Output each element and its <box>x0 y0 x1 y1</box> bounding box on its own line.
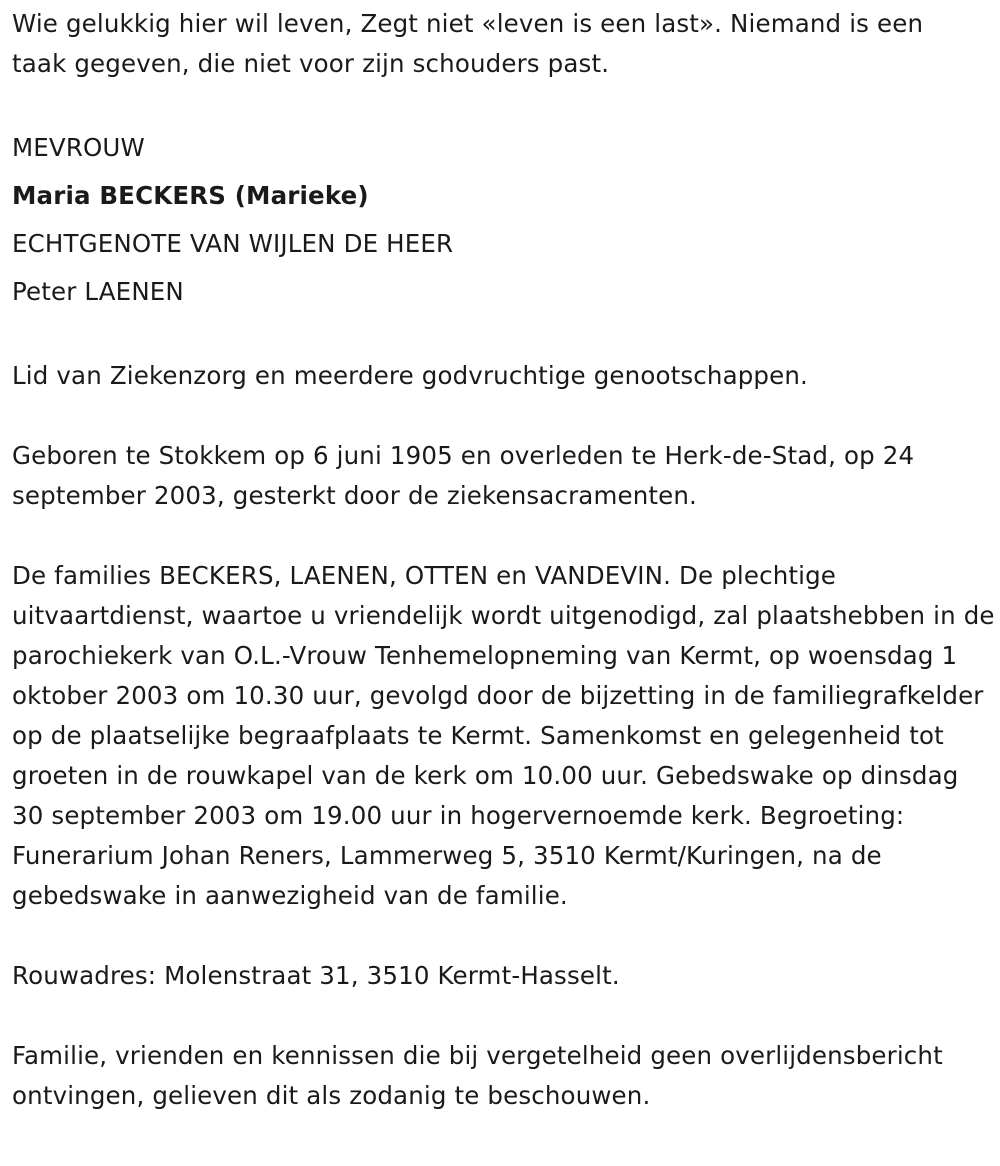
membership-paragraph: Lid van Ziekenzorg en meerdere godvruchtige genootschappen. <box>12 361 808 390</box>
mourning-address: Rouwadres: Molenstraat 31, 3510 Kermt-Hasselt. <box>12 961 620 990</box>
spouse-name: Peter LAENEN <box>12 277 184 306</box>
deceased-name: Maria BECKERS (Marieke) <box>12 181 369 210</box>
funeral-paragraph: De families BECKERS, LAENEN, OTTEN en VANDEVIN. De plechtige uitvaartdienst, waartoe u vriendelijk wordt uitgenodigd, zal plaatshebben in de parochiekerk van O.L.-Vrouw Tenhemelopneming van Kermt, op woensdag 1 oktober 2003 om 10.30 uur, gevolgd door de bijzetting in de familiegrafkelder op de plaatselijke begraafplaats te Kermt. Samenkomst en gelegenheid tot groeten in de rouwkapel van de kerk om 10.00 uur. Gebedswake op dinsdag 30 september 2003 om 19.00 uur in hogervernoemde kerk. Begroeting: Funerarium Johan Reners, Lammerweg 5, 3510 Kermt/Kuringen, na de gebedswake in aanwezigheid van de familie. <box>12 561 995 910</box>
motto-paragraph: Wie gelukkig hier wil leven, Zegt niet «leven is een last». Niemand is een taak gegeven, die niet voor zijn schouders past. <box>12 9 924 78</box>
closing-paragraph: Familie, vrienden en kennissen die bij vergetelheid geen overlijdensbericht ontvingen, gelieven dit als zodanig te beschouwen. <box>12 1041 943 1110</box>
obituary-document <box>12 4 995 1116</box>
spouse-label: ECHTGENOTE VAN WIJLEN DE HEER <box>12 229 454 258</box>
title-line: MEVROUW <box>12 133 145 162</box>
birth-death-paragraph: Geboren te Stokkem op 6 juni 1905 en overleden te Herk-de-Stad, op 24 september 2003, gesterkt door de ziekensacramenten. <box>12 441 915 510</box>
